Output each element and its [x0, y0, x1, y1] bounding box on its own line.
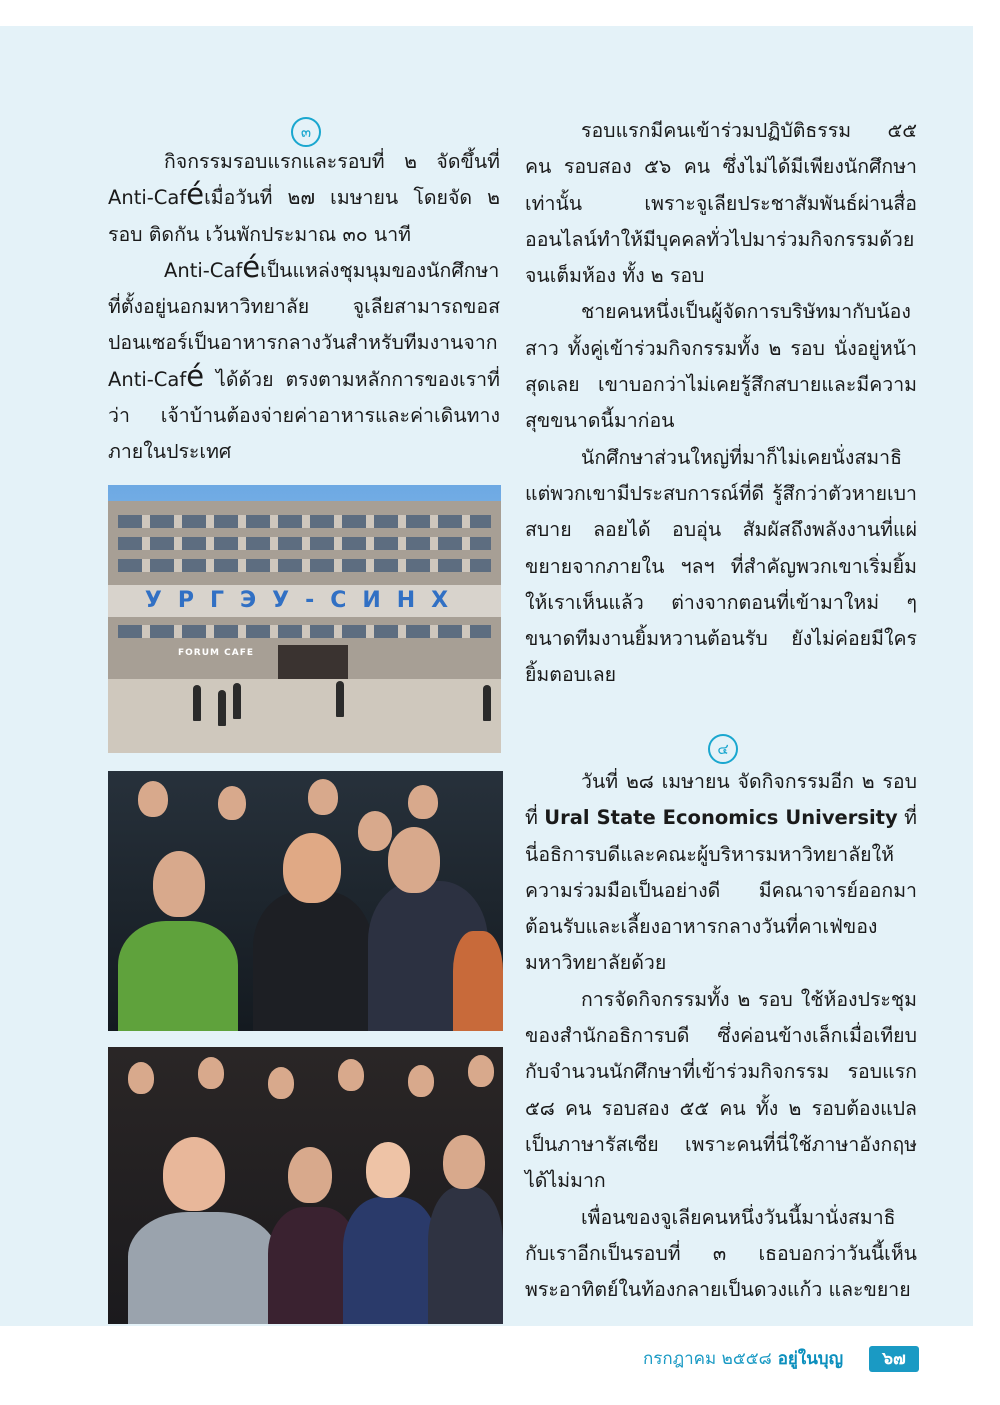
paragraph: รอบแรกมีคนเข้าร่วมปฏิบัติธรรม ๕๕ คน รอบสอง ๕๖ คน ซึ่งไม่ได้มีเพียงนักศึกษาเท่านั้น เพราะจูเลียประชาสัมพันธ์ผ่านสื่อออนไลน์ทำให้มีบุคคลทั่วไปมาร่วมกิจกรรมด้วยจนเต็มห้อง ทั้ง ๒ รอบ	[525, 119, 917, 288]
attendee	[408, 785, 438, 819]
attendee	[163, 1137, 225, 1211]
attendee	[408, 1065, 434, 1097]
text: เป็นแหล่งชุมนุมของนักศึกษาที่ตั้งอยู่นอกมหาวิทยาลัย จูเลียสามารถขอสปอนเซอร์เป็นอาหารกลางวันสำหรับทีมงานจาก	[108, 258, 500, 355]
attendee	[388, 827, 440, 893]
issue-date: กรกฎาคม ๒๕๕๘	[643, 1349, 772, 1369]
text: Anti-Caf	[108, 186, 187, 210]
paragraph	[108, 144, 500, 253]
attendee-green-jacket	[118, 921, 238, 1031]
window-row	[118, 515, 491, 528]
university-name: Ural State Economics University	[544, 806, 898, 830]
text: é	[186, 358, 205, 393]
attendee-grey-sweater	[128, 1212, 278, 1324]
paragraph: การจัดกิจกรรมทั้ง ๒ รอบ ใช้ห้องประชุมของสำนักอธิการบดี ซึ่งค่อนข้างเล็กเมื่อเทียบกับจำนวนนักศึกษาที่เข้าร่วมกิจกรรม รอบแรก ๕๘ คน รอบสอง ๕๕ คน ทั้ง ๒ รอบต้องแปลเป็นภาษารัสเซีย เพราะคนที่นี่ใช้ภาษาอังกฤษได้ไม่มาก	[525, 987, 917, 1193]
building-banner: УРГЭУ-СИНХ	[108, 585, 501, 617]
attendee-black-hoodie	[253, 891, 373, 1031]
university-building-photo	[108, 485, 501, 753]
text: ที่นี่อธิการบดีและคณะผู้บริหารมหาวิทยาลัยให้ความร่วมมือเป็นอย่างดี มีคณาจารย์ออกมาต้อนรับและเลี้ยงอาหารกลางวันที่คาเฟ่ของมหาวิทยาลัยด้วย	[525, 806, 917, 975]
text: é	[242, 249, 261, 284]
pedestrian	[218, 690, 226, 726]
attendee	[338, 1059, 364, 1091]
publication-name: อยู่ในบุญ	[777, 1349, 844, 1369]
text: Anti-Caf	[164, 258, 243, 282]
anti-cafe-name	[108, 177, 205, 212]
attendee	[138, 781, 168, 817]
window-row	[118, 537, 491, 550]
page-number: ๖๗	[869, 1346, 919, 1372]
text: กิจกรรมรอบแรกและรอบที่ ๒ จัดขึ้นที่	[164, 150, 500, 173]
audience-photo-2	[108, 1047, 503, 1324]
anti-cafe-name	[164, 249, 261, 284]
attendee	[453, 931, 503, 1031]
text: Anti-Caf	[108, 367, 187, 391]
paragraph	[108, 249, 500, 471]
attendee	[468, 1055, 494, 1087]
text: วันที่ ๒๘ เมษายน จัดกิจกรรมอีก ๒ รอบ ที่	[525, 770, 917, 830]
section-number-badge: ๔	[708, 734, 738, 764]
pedestrian	[483, 685, 491, 721]
paragraph	[525, 764, 917, 982]
audience-photo-1	[108, 771, 503, 1031]
attendee-polka-dress	[343, 1197, 438, 1324]
pedestrian	[233, 683, 241, 719]
attendee	[268, 1067, 294, 1099]
attendee	[198, 1057, 224, 1089]
window-row	[118, 625, 491, 638]
plaza-ground	[108, 679, 501, 753]
paragraph: เพื่อนของจูเลียคนหนึ่งวันนี้มานั่งสมาธิกับเราอีกเป็นรอบที่ ๓ เธอบอกว่าวันนี้เห็นพระอาทิตย์ในท้องกลายเป็นดวงแก้ว และขยาย	[525, 1205, 917, 1302]
section-number-badge: ๓	[291, 117, 321, 147]
attendee	[443, 1135, 485, 1189]
pedestrian	[336, 681, 344, 717]
forum-cafe-sign: FORUM CAFE	[178, 648, 254, 658]
attendee	[283, 833, 341, 903]
window-row	[118, 559, 491, 572]
text: é	[186, 177, 205, 212]
attendee	[128, 1062, 154, 1094]
text: ได้ด้วย ตรงตามหลักการของเราที่ว่า เจ้าบ้านต้องจ่ายค่าอาหารและค่าเดินทางภายในประเทศ	[108, 367, 500, 464]
attendee	[288, 1147, 332, 1203]
paragraph: นักศึกษาส่วนใหญ่ที่มาก็ไม่เคยนั่งสมาธิ แต่พวกเขามีประสบการณ์ที่ดี รู้สึกว่าตัวหายเบาสบาย ลอยได้ อบอุ่น สัมผัสถึงพลังงานที่แผ่ขยายจากภายใน ฯลฯ ที่สำคัญพวกเขาเริ่มยิ้มให้เราเห็นแล้ว ต่างจากตอนที่เข้ามาใหม่ ๆ ขนาดทีมงานยิ้มหวานต้อนรับ ยังไม่ค่อยมีใครยิ้มตอบเลย	[525, 445, 917, 687]
right-column-text-top	[525, 113, 917, 694]
attendee	[366, 1142, 410, 1198]
attendee	[428, 1187, 503, 1324]
paragraph: ชายคนหนึ่งเป็นผู้จัดการบริษัทมากับน้องสาว ทั้งคู่เข้าร่วมกิจกรรมทั้ง ๒ รอบ นั่งอยู่หน้าสุดเลย เขาบอกว่าไม่เคยรู้สึกสบายและมีความสุขขนาดนี้มาก่อน	[525, 300, 917, 433]
anti-cafe-name	[108, 358, 205, 393]
pedestrian	[193, 685, 201, 721]
attendee	[153, 851, 205, 917]
attendee	[358, 811, 392, 851]
text: เมื่อวันที่ ๒๗ เมษายน โดยจัด ๒ รอบ ติดกัน เว้นพักประมาณ ๓๐ นาที	[108, 186, 500, 246]
left-column-text	[108, 144, 500, 471]
page-footer	[643, 1346, 843, 1372]
right-column-text-bottom	[525, 764, 917, 1308]
attendee	[308, 779, 338, 815]
attendee	[218, 786, 246, 820]
